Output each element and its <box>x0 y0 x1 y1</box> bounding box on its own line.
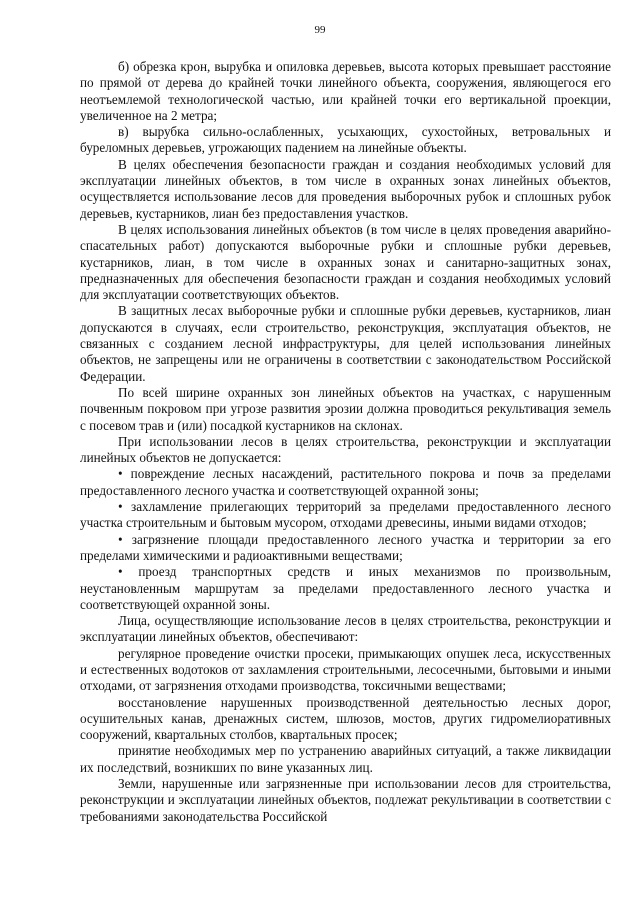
paragraph-10: восстановление нарушенных производственной деятельностью лесных дорог, осушительных канав, дренажных систем, шлюзов, мостов, других гидромелиоративных сооружений, квартальных столбов, квартальных просек; <box>80 694 611 743</box>
paragraph-2: в) вырубка сильно-ослабленных, усыхающих, сухостойных, ветровальных и буреломных деревьев, угрожающих падением на линейные объекты. <box>80 124 611 156</box>
paragraph-1: б) обрезка крон, вырубка и опиловка деревьев, высота которых превышает расстояние по прямой от дерева до крайней точки линейного объекта, сооружения, являющегося его неотъемлемой технологической частью, или крайней точки его вертикальной проекции, увеличенное на 2 метра; <box>80 59 611 123</box>
paragraph-11: принятие необходимых мер по устранению аварийных ситуаций, а также ликвидации их последствий, возникших по вине указанных лиц. <box>80 743 611 775</box>
paragraph-3: В целях обеспечения безопасности граждан и создания необходимых условий для эксплуатации линейных объектов, в том числе в охранных зонах линейных объектов, осуществляется использование лесов для проведения выборочных рубок и сплошных рубок деревьев, кустарников, лиан без предоставления участков. <box>80 156 611 221</box>
bullet-item-1: • повреждение лесных насаждений, растительного покрова и почв за пределами предоставленного лесного участка и соответствующей охранной зоны; <box>80 466 611 498</box>
bullet-item-2: • захламление прилегающих территорий за пределами предоставленного лесного участка строительным и бытовым мусором, отходами древесины, иными видами отходов; <box>80 499 611 531</box>
paragraph-12: Земли, нарушенные или загрязненные при использовании лесов для строительства, реконструкции и эксплуатации линейных объектов, подлежат рекультивации в соответствии с требованиями законодательства Российской <box>80 776 611 824</box>
page-body <box>80 59 611 825</box>
paragraph-5: В защитных лесах выборочные рубки и сплошные рубки деревьев, кустарников, лиан допускаются в случаях, если строительство, реконструкция, эксплуатация объектов, не связанных с созданием лесной инфраструктуры, для целей использования линейных объектов, не запрещены или не ограничены в соответствии с законодательством Российской Федерации. <box>80 303 611 384</box>
paragraph-8: Лица, осуществляющие использование лесов в целях строительства, реконструкции и эксплуатации линейных объектов, обеспечивают: <box>80 613 611 645</box>
page-number: 99 <box>314 24 326 36</box>
paragraph-6: По всей ширине охранных зон линейных объектов на участках, с нарушенным почвенным покровом при угрозе развития эрозии должна проводиться рекультивация земель с посевом трав и (или) посадкой кустарников на склонах. <box>80 384 611 433</box>
paragraph-4: В целях использования линейных объектов (в том числе в целях проведения аварийно-спасательных работ) допускаются выборочные рубки и сплошные рубки деревьев, кустарников, лиан, в том числе в охранных зонах и санитарно-защитных зонах, предназначенных для обеспечения безопасности граждан и создания необходимых условий для эксплуатации соответствующих объектов. <box>80 221 611 303</box>
bullet-item-4: • проезд транспортных средств и иных механизмов по произвольным, неустановленным маршрутам за пределами предоставленного лесного участка и соответствующей охранной зоны. <box>80 564 611 612</box>
bullet-item-3: • загрязнение площади предоставленного лесного участка и территории за его пределами химическими и радиоактивными веществами; <box>80 531 611 563</box>
paragraph-7: При использовании лесов в целях строительства, реконструкции и эксплуатации линейных объектов не допускается: <box>80 433 611 466</box>
paragraph-9: регулярное проведение очистки просеки, примыкающих опушек леса, искусственных и естественных водотоков от захламления строительными, лесосечными, бытовыми и иными отходами, от загрязнения отходами производства, токсичными веществами; <box>80 645 611 694</box>
